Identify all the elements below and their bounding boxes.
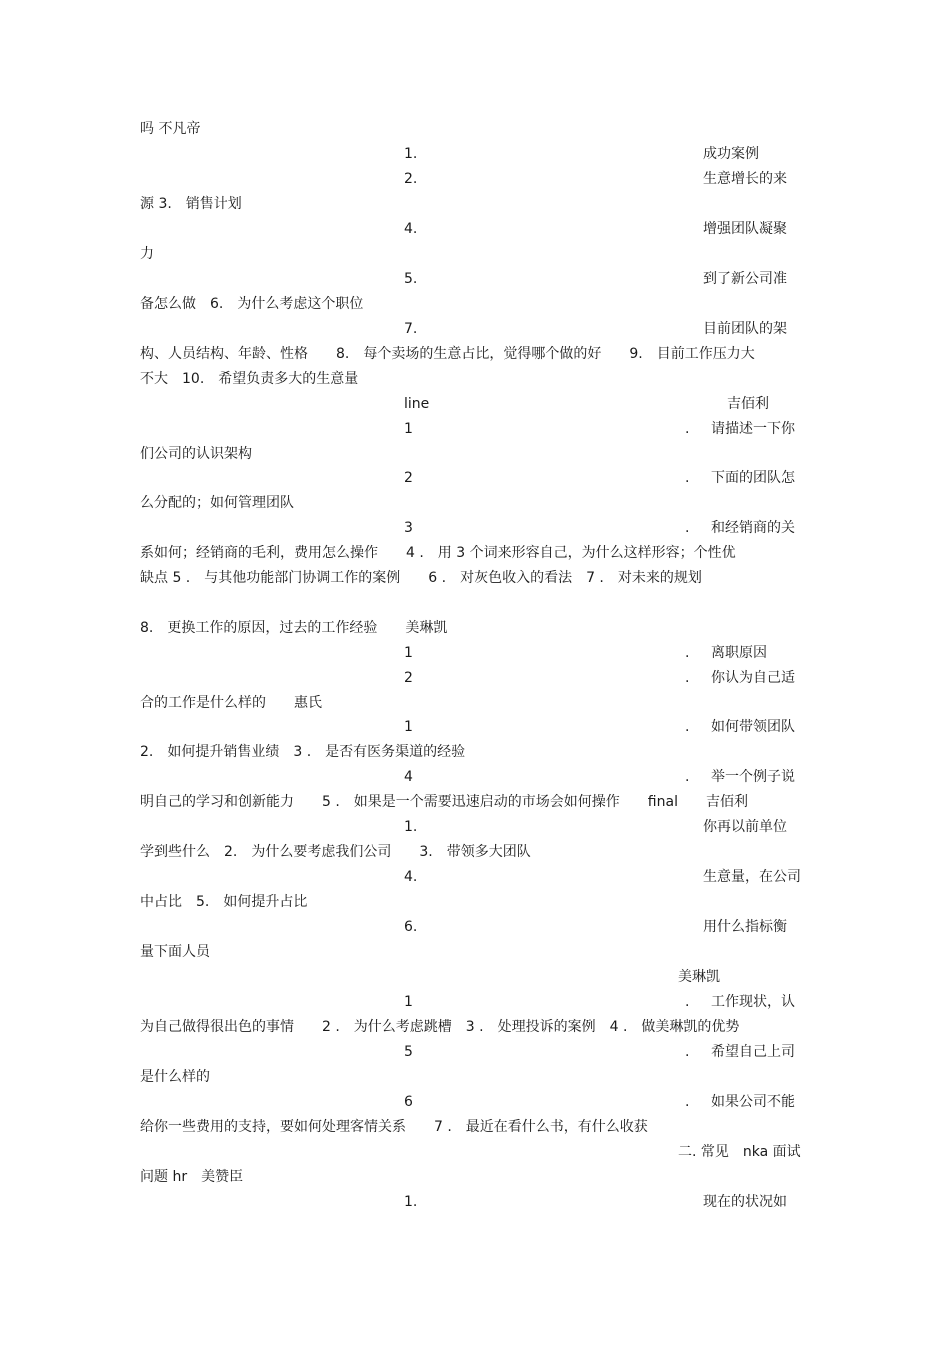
item-number: line	[404, 396, 430, 412]
item-text: 和经销商的关	[711, 520, 795, 536]
item-text: 生意量，在公司	[703, 869, 801, 885]
item-text: 工作现状，认	[711, 994, 795, 1010]
item-text: 成功案例	[703, 146, 759, 162]
line-text: 源 3. 销售计划	[140, 196, 242, 212]
item-text: 生意增长的来	[703, 171, 787, 187]
item-dot: .	[685, 520, 690, 536]
item-number: 1	[404, 421, 413, 437]
item-dot: .	[685, 719, 690, 735]
line-text: 系如何；经销商的毛利，费用怎么操作 4 . 用 3 个词来形容自己，为什么这样形容；个性优	[140, 545, 736, 561]
line-text: 么分配的；如何管理团队	[140, 495, 294, 511]
item-text: 离职原因	[711, 645, 767, 661]
line-text: 力	[140, 246, 154, 262]
section-label: 美琳凯	[678, 969, 720, 985]
line-text: 给你一些费用的支持，要如何处理客情关系 7 . 最近在看什么书，有什么收获	[140, 1119, 648, 1135]
line-text: 量下面人员	[140, 944, 210, 960]
item-text: 请描述一下你	[711, 421, 795, 437]
item-number: 1.	[404, 1194, 418, 1210]
item-number: 1.	[404, 819, 418, 835]
item-text: 希望自己上司	[711, 1044, 795, 1060]
item-dot: .	[685, 769, 690, 785]
item-number: 5.	[404, 271, 418, 287]
item-number: 6	[404, 1094, 413, 1110]
item-number: 2	[404, 470, 413, 486]
line-text: 备怎么做 6. 为什么考虑这个职位	[140, 296, 364, 312]
item-text: 如何带领团队	[711, 719, 795, 735]
item-text: 现在的状况如	[703, 1194, 787, 1210]
item-number: 1	[404, 645, 413, 661]
item-text: 举一个例子说	[711, 769, 795, 785]
item-text: 吉佰利	[727, 396, 769, 412]
item-dot: .	[685, 1094, 690, 1110]
item-dot: .	[685, 470, 690, 486]
item-number: 1	[404, 719, 413, 735]
line-text: 是什么样的	[140, 1069, 210, 1085]
item-number: 4.	[404, 221, 418, 237]
item-text: 你再以前单位	[703, 819, 787, 835]
item-dot: .	[685, 421, 690, 437]
line-text: 问题 hr 美赞臣	[140, 1169, 244, 1185]
line-text: 8. 更换工作的原因，过去的工作经验 美琳凯	[140, 620, 448, 636]
item-text: 增强团队凝聚	[703, 221, 787, 237]
item-text: 到了新公司准	[703, 271, 787, 287]
item-number: 4.	[404, 869, 418, 885]
item-text: 目前团队的架	[703, 321, 787, 337]
item-number: 5	[404, 1044, 413, 1060]
item-dot: .	[685, 645, 690, 661]
line-text: 合的工作是什么样的 惠氏	[140, 695, 322, 711]
line-text: 学到些什么 2. 为什么要考虑我们公司 3. 带领多大团队	[140, 844, 531, 860]
item-dot: .	[685, 670, 690, 686]
section-heading: 二. 常见 nka 面试	[678, 1144, 801, 1160]
line-text: 为自己做得很出色的事情 2 . 为什么考虑跳槽 3 . 处理投诉的案例 4 . 做美琳凯的优势	[140, 1019, 740, 1035]
item-text: 用什么指标衡	[703, 919, 787, 935]
line-text: 2. 如何提升销售业绩 3 . 是否有医务渠道的经验	[140, 744, 466, 760]
item-number: 7.	[404, 321, 418, 337]
item-text: 如果公司不能	[711, 1094, 795, 1110]
item-number: 1	[404, 994, 413, 1010]
item-dot: .	[685, 994, 690, 1010]
line-text: 明自己的学习和创新能力 5 . 如果是一个需要迅速启动的市场会如何操作 final 吉佰利	[140, 794, 748, 810]
line-text: 不大 10. 希望负责多大的生意量	[140, 371, 359, 387]
item-number: 6.	[404, 919, 418, 935]
line-text: 吗 不凡帝	[140, 121, 201, 137]
item-text: 你认为自己适	[711, 670, 795, 686]
item-number: 2	[404, 670, 413, 686]
item-number: 1.	[404, 146, 418, 162]
item-number: 2.	[404, 171, 418, 187]
line-text: 们公司的认识架构	[140, 446, 252, 462]
line-text: 中占比 5. 如何提升占比	[140, 894, 308, 910]
line-text: 缺点 5 . 与其他功能部门协调工作的案例 6 . 对灰色收入的看法 7 . 对未来的规划	[140, 570, 702, 586]
item-dot: .	[685, 1044, 690, 1060]
line-text: 构、人员结构、年龄、性格 8. 每个卖场的生意占比，觉得哪个做的好 9. 目前工作压力大	[140, 346, 755, 362]
item-text: 下面的团队怎	[711, 470, 795, 486]
item-number: 3	[404, 520, 413, 536]
item-number: 4	[404, 769, 413, 785]
